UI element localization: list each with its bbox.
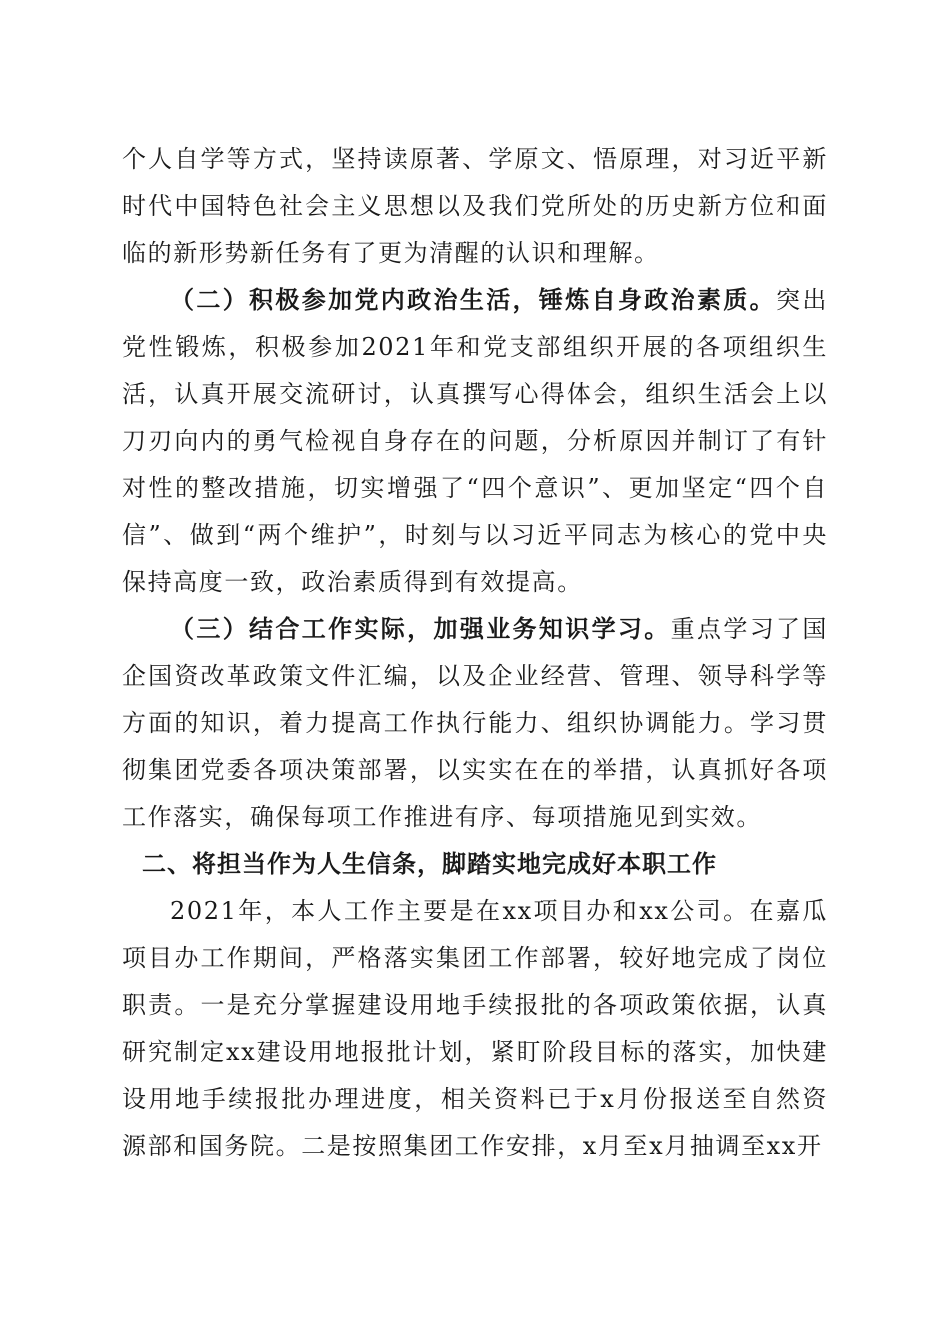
paragraph-continued-study: 个人自学等方式，坚持读原著、学原文、悟原理，对习近平新时代中国特色社会主义思想以及我们党所处的历史新方位和面临的新形势新任务有了更为清醒的认识和理解。 [122,145,828,267]
section-heading-2: 二、将担当作为人生信条，脚踏实地完成好本职工作 [142,850,717,878]
paragraph-business-study [122,606,828,841]
paragraph-body-2: 突出党性锻炼，积极参加2021年和党支部组织开展的各项组织生活，认真开展交流研讨，认真撰写心得体会，组织生活会上以刀刃向内的勇气检视自身存在的问题，分析原因并制订了有针对性的整改措施，切实增强了“四个意识”、更加坚定“四个自信”、做到“两个维护”，时刻与以习近平同志为核心的党中央保持高度一致，政治素质得到有效提高。 [122,286,828,596]
paragraph-body-3: 重点学习了国企国资改革政策文件汇编，以及企业经营、管理、领导科学等方面的知识，着力提高工作执行能力、组织协调能力。学习贯彻集团党委各项决策部署，以实实在在的举措，认真抓好各项工作落实，确保每项工作推进有序、每项措施见到实效。 [122,615,828,831]
paragraph-work-2021: 2021年，本人工作主要是在xx项目办和xx公司。在嘉瓜项目办工作期间，严格落实集团工作部署，较好地完成了岗位职责。一是充分掌握建设用地手续报批的各项政策依据，认真研究制定xx建设用地报批计划，紧盯阶段目标的落实，加快建设用地手续报批办理进度，相关资料已于x月份报送至自然资源部和国务院。二是按照集团工作安排，x月至x月抽调至xx开 [122,897,828,1160]
paragraph-lead-3: （三）结合工作实际，加强业务知识学习。 [170,615,671,643]
paragraph-lead-2: （二）积极参加党内政治生活，锤炼自身政治素质。 [170,286,777,314]
document-body [122,136,828,1170]
paragraph-political-life [122,277,828,606]
